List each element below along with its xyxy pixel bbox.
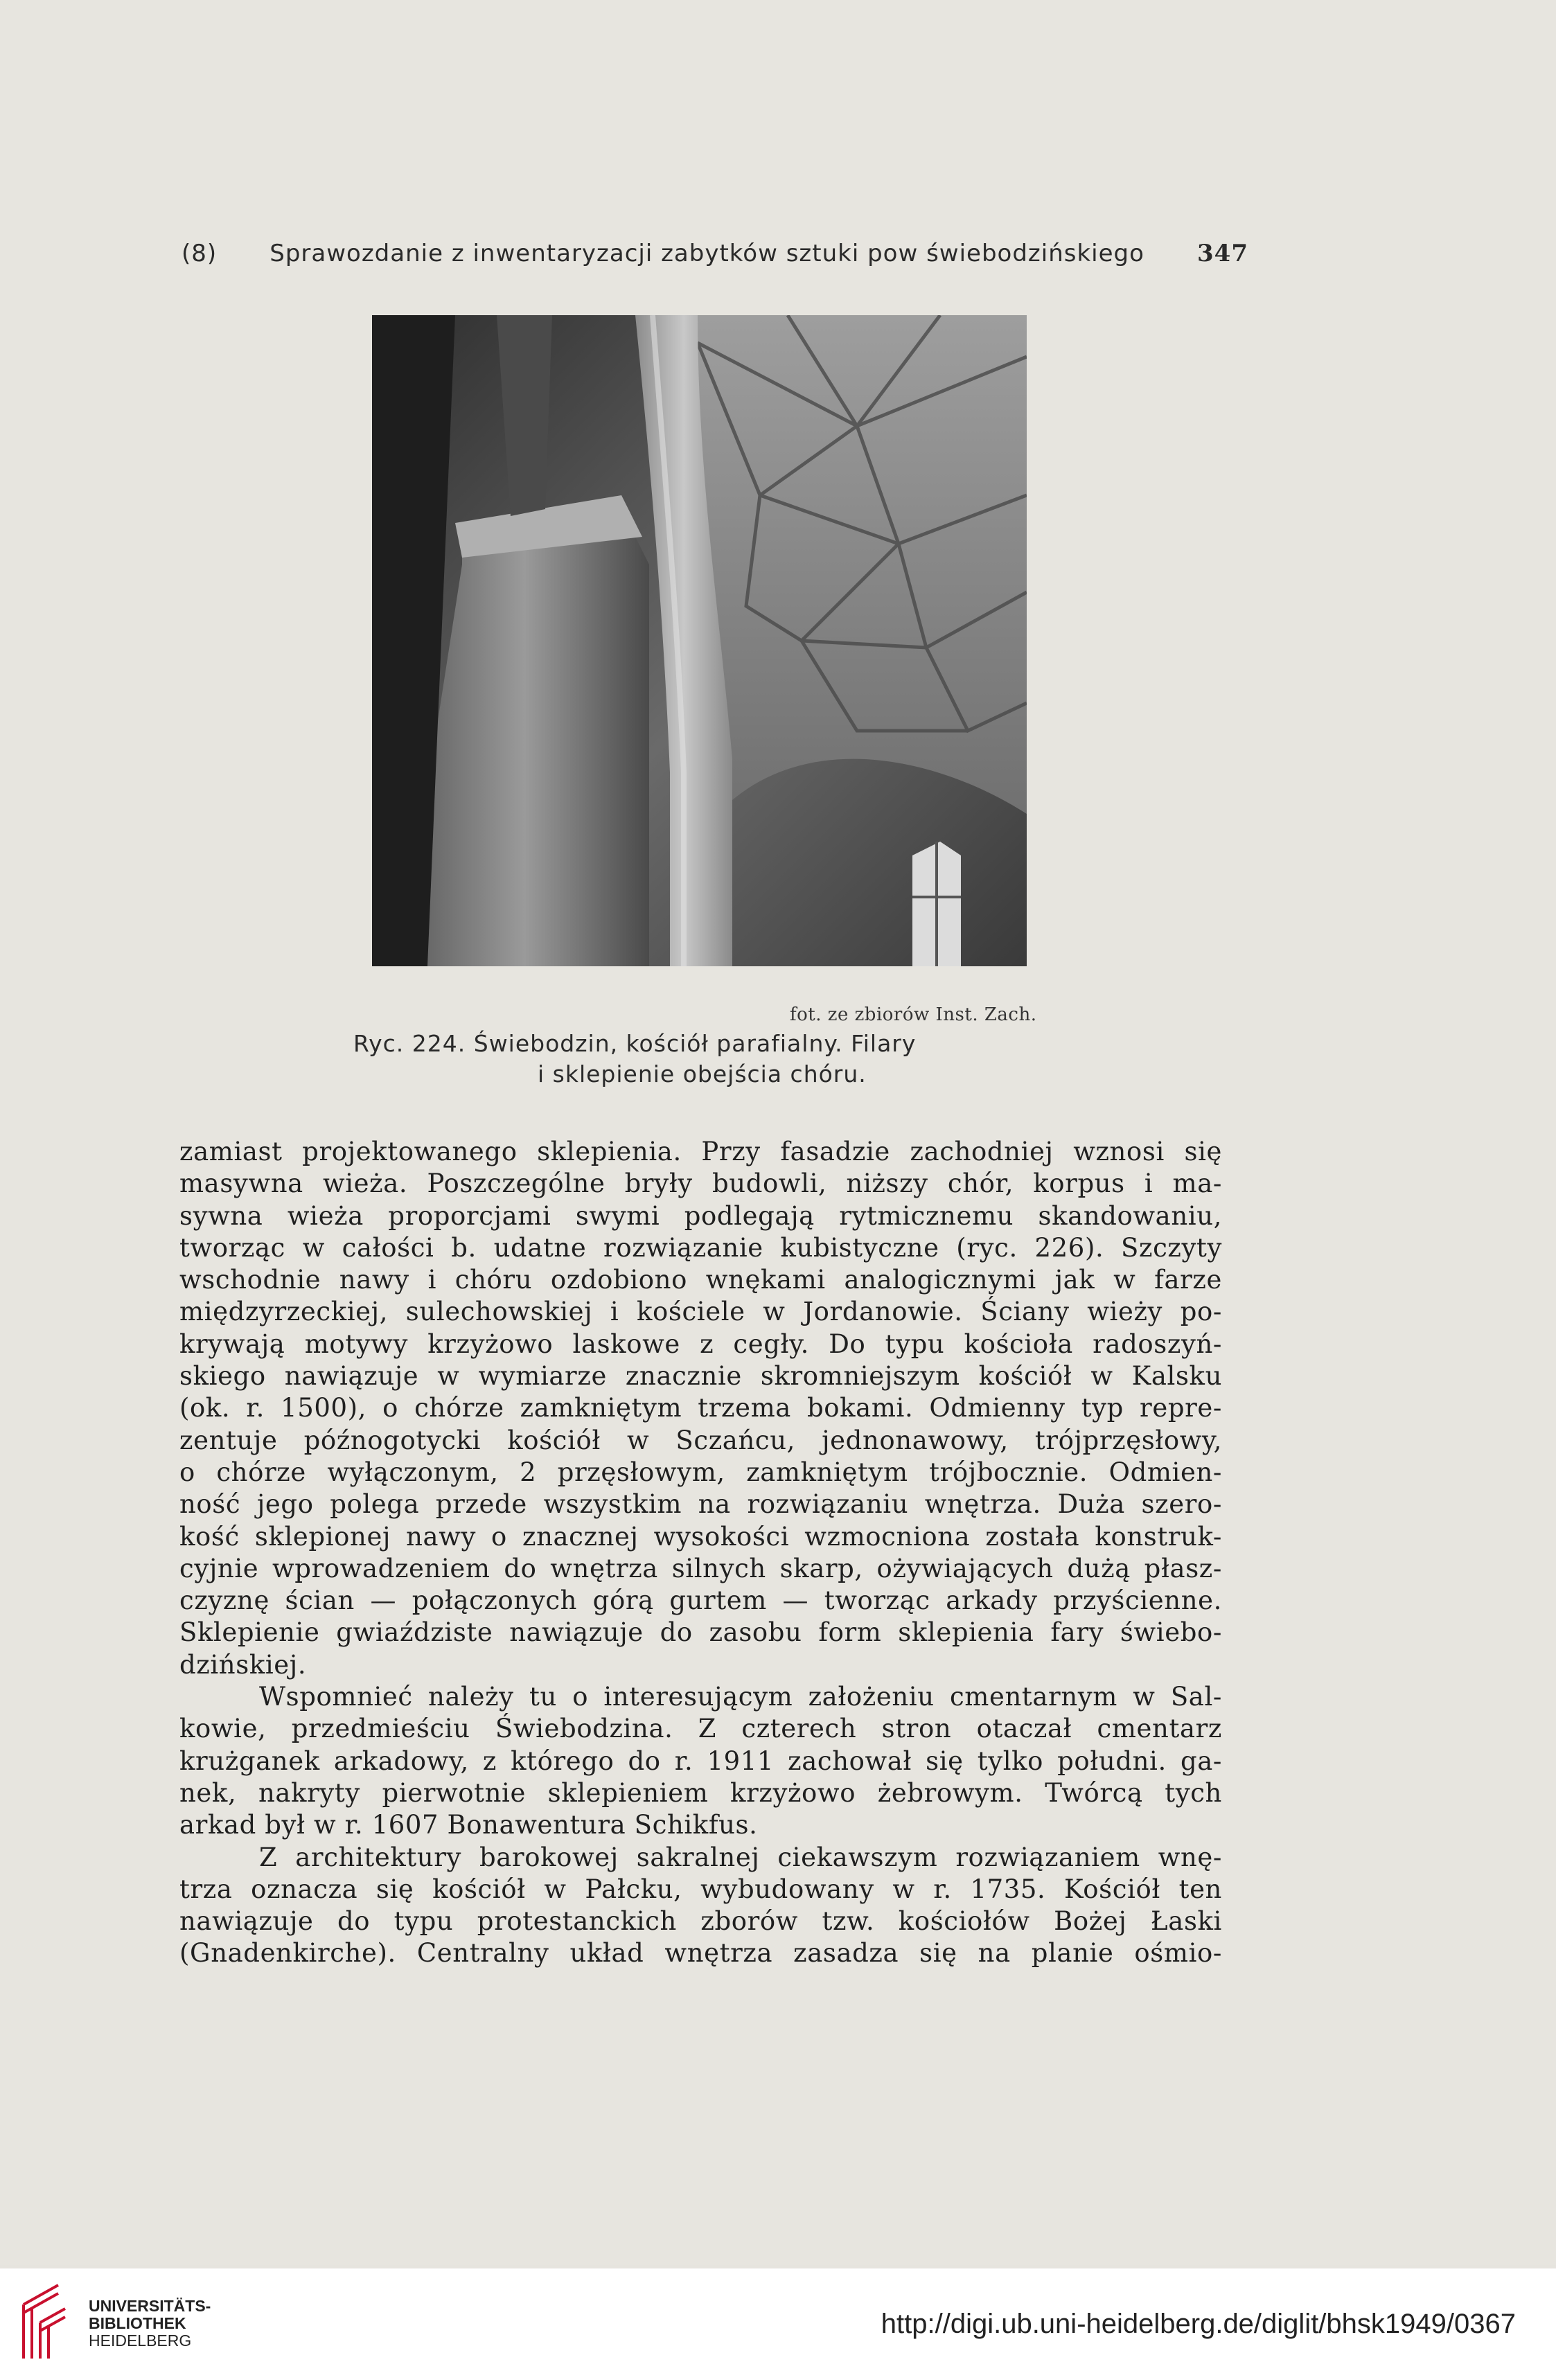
text-line: o chórze wyłączonym, 2 przęsłowym, zamkniętym trójbocznie. Odmien- xyxy=(179,1457,1222,1487)
library-name-line-1: UNIVERSITÄTS- xyxy=(89,2297,211,2315)
text-line: ność jego polega przede wszystkim na rozwiązaniu wnętrza. Duża szero- xyxy=(179,1489,1222,1520)
caption-line-1: Ryc. 224. Świebodzin, kościół parafialny. Filary xyxy=(353,1030,917,1057)
caption-line-2: i sklepienie obejścia chóru. xyxy=(538,1060,867,1087)
text-line: dzińskiej. xyxy=(179,1649,307,1680)
text-line: arkad był w r. 1607 Bonawentura Schikfus. xyxy=(179,1810,758,1840)
text-line: tworząc w całości b. udatne rozwiązanie kubistyczne (ryc. 226). Szczyty xyxy=(179,1232,1222,1263)
library-name-line-2: BIBLIOTHEK xyxy=(89,2314,186,2332)
figure-caption xyxy=(353,1029,1115,1090)
text-line: zamiast projektowanego sklepienia. Przy fasadzie zachodniej wznosi się xyxy=(179,1137,1222,1166)
text-line: czyznę ścian — połączonych górą gurtem — tworząc arkady przyścienne. xyxy=(179,1586,1222,1616)
running-head xyxy=(182,240,1248,267)
text-line: zentuje późnogotycki kościół w Sczańcu, jednonawowy, trójprzęsłowy, xyxy=(179,1425,1222,1455)
vault-photo-illustration xyxy=(372,315,1027,966)
text-line: sywna wieża proporcjami swymi podlegają rytmicznemu skandowaniu, xyxy=(179,1200,1222,1231)
text-line: Wspomnieć należy tu o interesującym założeniu cmentarnym w Sal- xyxy=(259,1682,1222,1712)
text-line: kość sklepionej nawy o znacznej wysokości wzmocniona została konstruk- xyxy=(179,1521,1222,1552)
permalink-url[interactable]: http://digi.ub.uni-heidelberg.de/diglit/bhsk1949/0367 xyxy=(881,2309,1516,2339)
text-line: skiego nawiązuje w wymiarze znacznie skromniejszym kościół w Kalsku xyxy=(179,1361,1222,1392)
page-number: 347 xyxy=(1197,240,1248,267)
text-line: krywają motywy krzyżowo laskowe z cegły. Do typu kościoła radoszyń- xyxy=(179,1329,1222,1359)
text-line: nek, nakryty pierwotnie sklepieniem krzyżowo żebrowym. Twórcą tych xyxy=(179,1777,1222,1808)
text-line: kowie, przedmieściu Świebodzina. Z czterech stron otaczał cmentarz xyxy=(179,1714,1222,1744)
text-line: cyjnie wprowadzeniem do wnętrza silnych skarp, ożywiających dużą płasz- xyxy=(179,1553,1222,1583)
figure-photo-church-vault xyxy=(372,315,1027,966)
text-line: wschodnie nawy i chóru ozdobiono wnękami analogicznymi jak w farze xyxy=(179,1265,1222,1295)
photo-credit: fot. ze zbiorów Inst. Zach. xyxy=(790,1004,1037,1025)
text-line: nawiązuje do typu protestanckich zborów tzw. kościołów Bożej Łaski xyxy=(179,1906,1222,1937)
text-line: Sklepienie gwiaździste nawiązuje do zasobu form sklepienia fary świebo- xyxy=(179,1617,1222,1648)
running-title: Sprawozdanie z inwentaryzacji zabytków sztuki pow świebodzińskiego xyxy=(269,240,1144,267)
text-line: (ok. r. 1500), o chórze zamkniętym trzema bokami. Odmienny typ repre- xyxy=(179,1393,1222,1423)
library-footer xyxy=(0,2268,1556,2380)
text-line: masywna wieża. Poszczególne bryły budowli, niższy chór, korpus i ma- xyxy=(179,1169,1222,1199)
text-line: krużganek arkadowy, z którego do r. 1911 zachował się tylko południ. ga- xyxy=(179,1746,1222,1776)
library-name-line-3: HEIDELBERG xyxy=(89,2332,192,2350)
text-line: (Gnadenkirche). Centralny układ wnętrza zasadza się na planie ośmio- xyxy=(179,1938,1222,1969)
section-number: (8) xyxy=(182,240,218,267)
body-text xyxy=(179,1136,1222,1970)
text-line: trza oznacza się kościół w Pałcku, wybudowany w r. 1735. Kościół ten xyxy=(179,1874,1222,1904)
library-name xyxy=(89,2298,211,2350)
library-logo-icon[interactable] xyxy=(17,2284,72,2361)
text-line: Z architektury barokowej sakralnej ciekawszym rozwiązaniem wnę- xyxy=(259,1842,1222,1872)
text-line: międzyrzeckiej, sulechowskiej i kościele w Jordanowie. Ściany wieży po- xyxy=(179,1297,1222,1327)
